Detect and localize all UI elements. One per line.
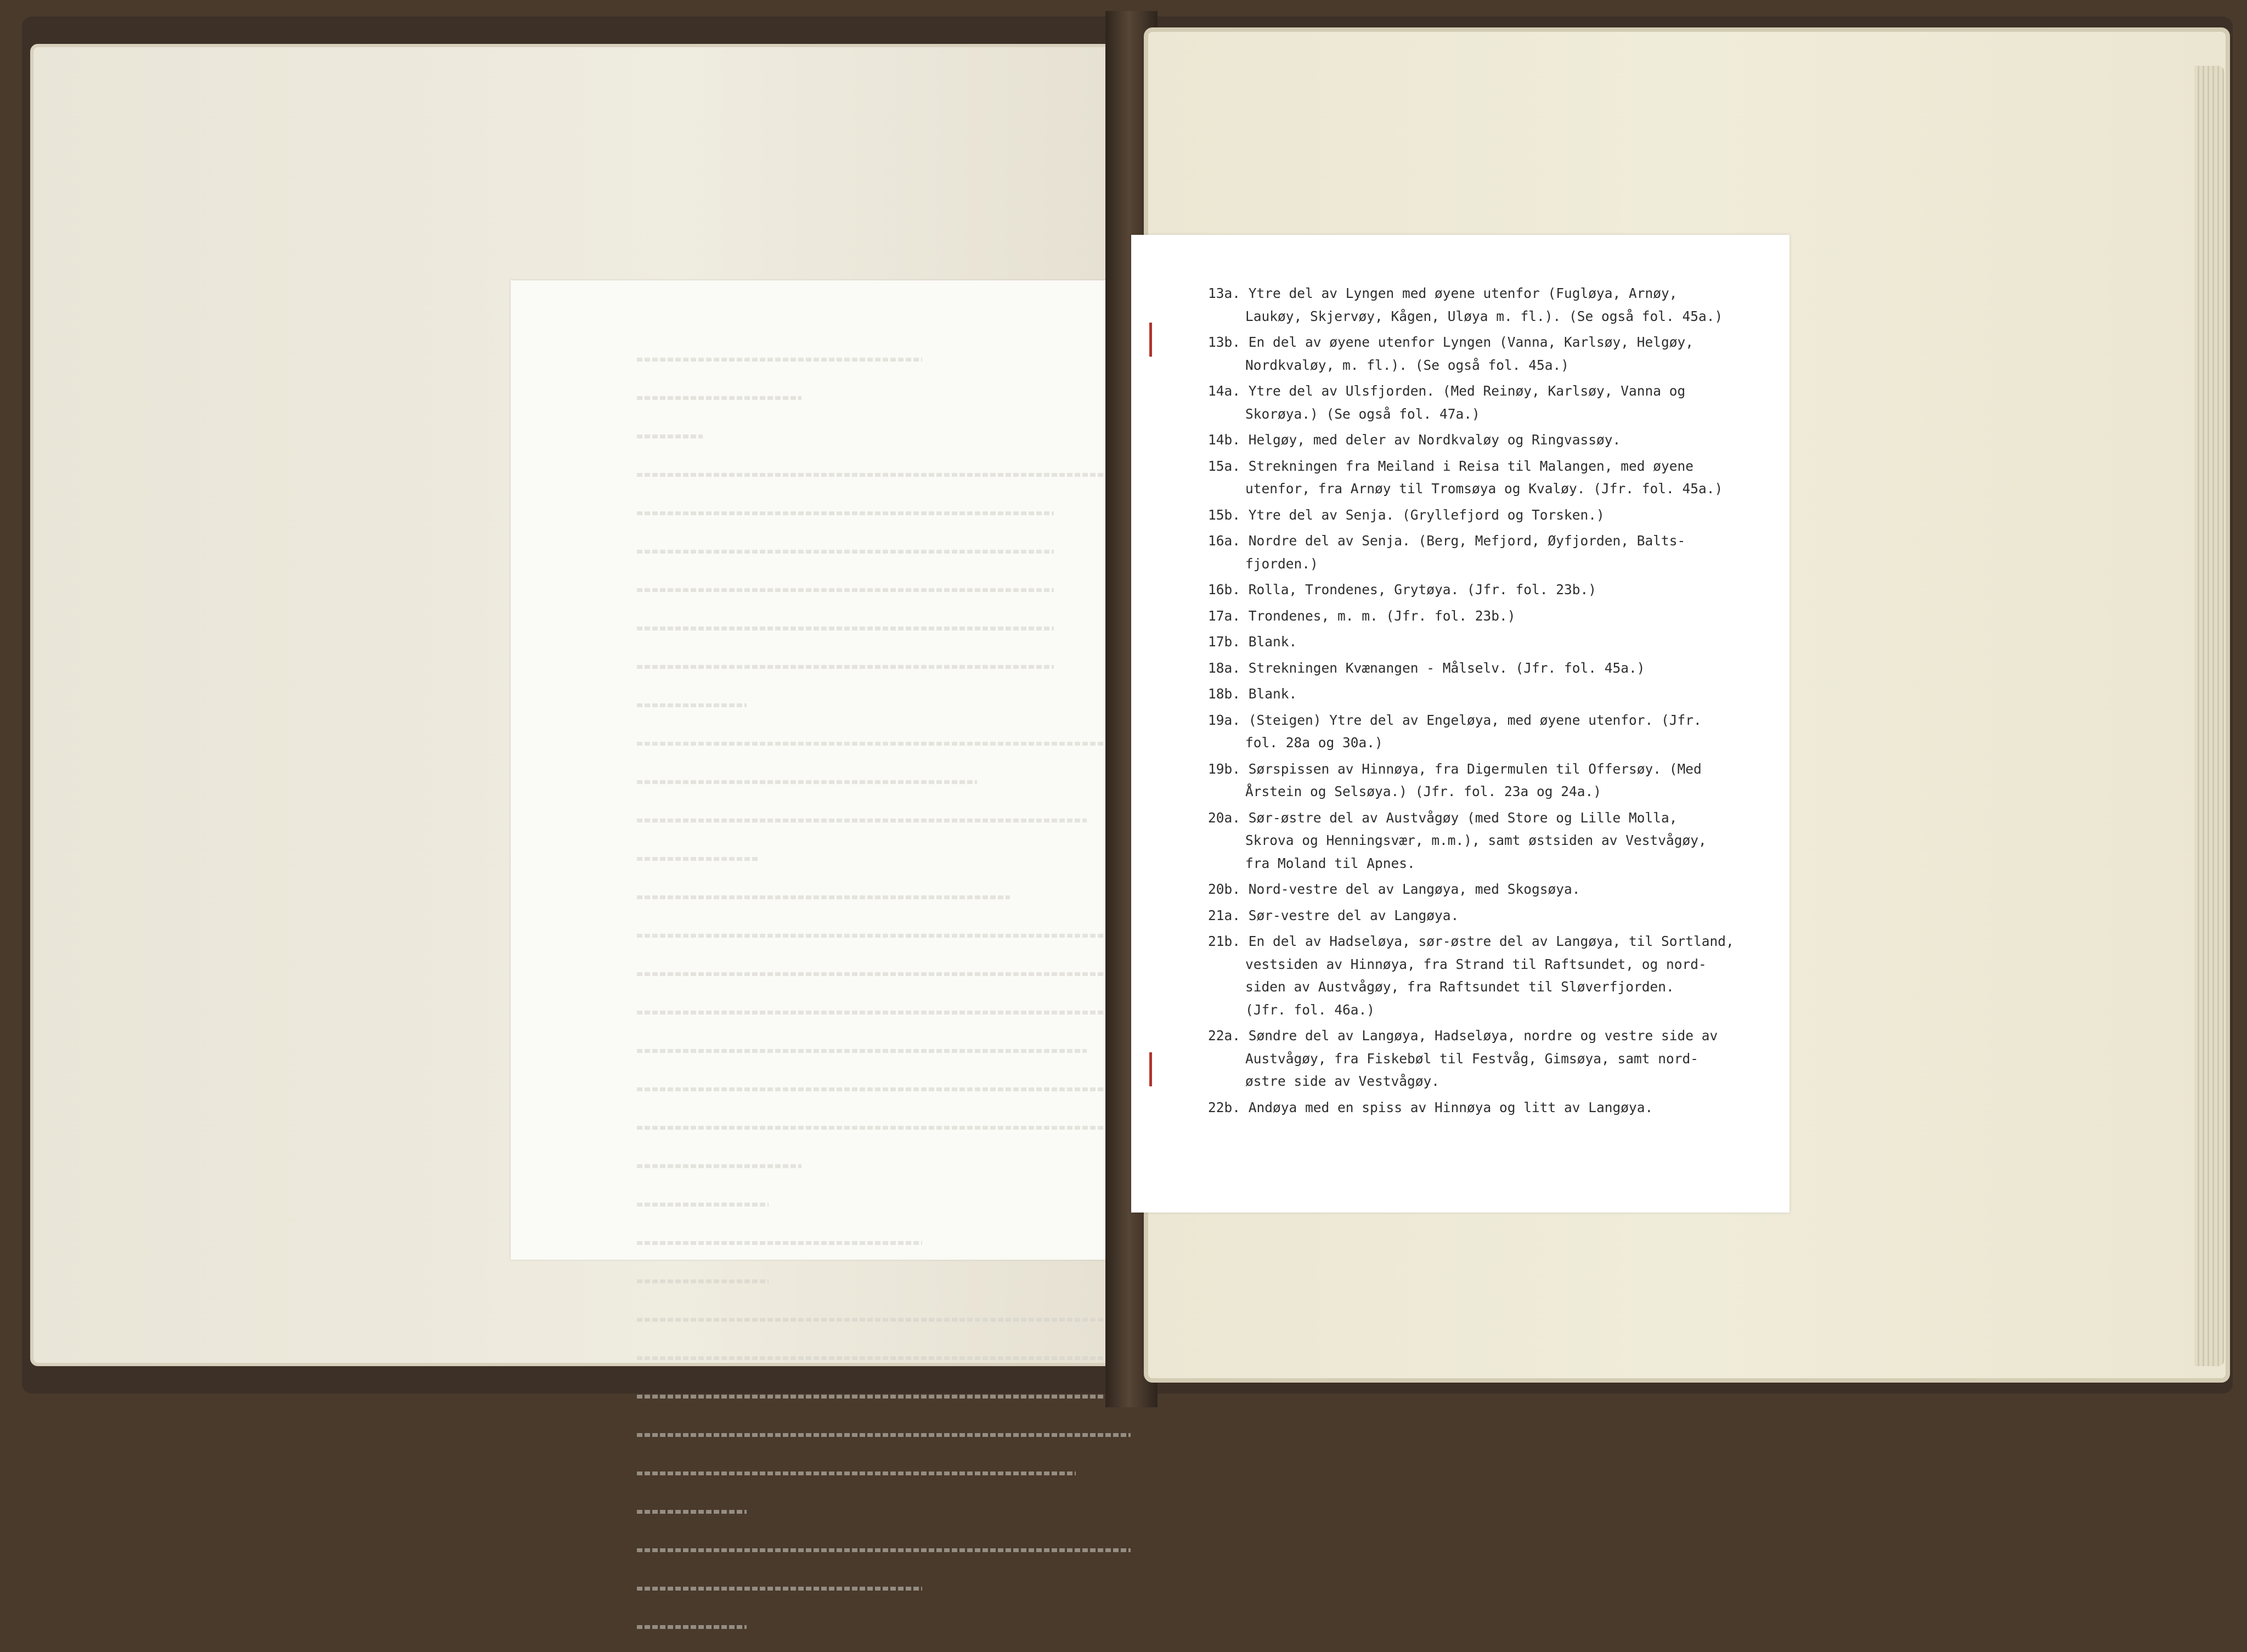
- index-entry: [1208, 282, 1784, 328]
- index-entry: [1208, 380, 1784, 425]
- red-margin-mark-bottom: [1149, 1052, 1152, 1086]
- entry-code: 14b.: [1208, 432, 1241, 448]
- entry-first-line: [1208, 578, 1784, 601]
- entry-first-line: [1208, 878, 1784, 901]
- index-entry: [1208, 630, 1784, 653]
- entry-continuation-line: vestsiden av Hinnøya, fra Strand til Raftsundet, og nord-: [1245, 956, 1707, 972]
- faded-line: [637, 1203, 1131, 1230]
- entry-first-line: [1208, 758, 1784, 781]
- entry-first-line: [1208, 709, 1784, 732]
- faded-line: [637, 895, 1131, 922]
- entry-continuation-line: fol. 28a og 30a.): [1245, 735, 1383, 751]
- entry-first-line: [1208, 1096, 1784, 1119]
- entry-first-line: [1208, 605, 1784, 628]
- entry-continuation-line: siden av Austvågøy, fra Raftsundet til Sløverfjorden.: [1245, 979, 1674, 995]
- entry-code: 14a.: [1208, 383, 1241, 399]
- entry-code: 19a.: [1208, 712, 1241, 728]
- right-inserted-sheet: [1131, 235, 1789, 1213]
- faded-line: [637, 703, 1131, 730]
- faded-show-through-text: [637, 346, 1131, 1652]
- entry-continuation-line: Austvågøy, fra Fiskebøl til Festvåg, Gimsøya, samt nord-: [1245, 1050, 1699, 1067]
- faded-line: [637, 1433, 1131, 1460]
- entry-first-line: [1208, 331, 1784, 354]
- index-entry: [1208, 878, 1784, 901]
- faded-line: [637, 396, 1131, 423]
- faded-line: [637, 511, 1131, 538]
- entry-text: Ytre del av Ulsfjorden. (Med Reinøy, Karlsøy, Vanna og: [1240, 383, 1686, 399]
- entry-text: Nord-vestre del av Langøya, med Skogsøya.: [1240, 881, 1580, 897]
- entry-first-line: [1208, 282, 1784, 305]
- page-edges: [2194, 66, 2225, 1366]
- index-entry: [1208, 331, 1784, 376]
- faded-line: [637, 819, 1131, 845]
- entry-code: 21a.: [1208, 907, 1241, 923]
- entry-text: En del av Hadseløya, sør-østre del av Langøya, til Sortland,: [1240, 933, 1734, 949]
- faded-line: [637, 1087, 1131, 1114]
- entry-text: Ytre del av Lyngen med øyene utenfor (Fugløya, Arnøy,: [1240, 285, 1678, 301]
- entry-code: 19b.: [1208, 760, 1241, 777]
- faded-line: [637, 1625, 1131, 1652]
- faded-line: [637, 1587, 1131, 1614]
- entry-code: 20a.: [1208, 809, 1241, 826]
- entry-first-line: [1208, 504, 1784, 527]
- faded-line: [637, 473, 1131, 500]
- entry-continuation-line: Årstein og Selsøya.) (Jfr. fol. 23a og 24a.): [1245, 783, 1602, 799]
- entry-first-line: [1208, 683, 1784, 706]
- entry-continuation-line: Skrova og Henningsvær, m.m.), samt østsiden av Vestvågøy,: [1245, 832, 1707, 848]
- faded-line: [637, 1471, 1131, 1498]
- entry-text: Sørspissen av Hinnøya, fra Digermulen til Offersøy. (Med: [1240, 760, 1702, 777]
- faded-line: [637, 627, 1131, 653]
- entry-continuation-line: (Jfr. fol. 46a.): [1245, 1001, 1375, 1018]
- entry-text: Rolla, Trondenes, Grytøya. (Jfr. fol. 23b.): [1240, 582, 1597, 597]
- red-margin-mark-top: [1149, 323, 1152, 357]
- faded-line: [637, 1126, 1131, 1153]
- entry-text: Helgøy, med deler av Nordkvaløy og Ringvassøy.: [1240, 432, 1621, 448]
- faded-line: [637, 1395, 1131, 1422]
- faded-line: [637, 1510, 1131, 1537]
- faded-line: [637, 588, 1131, 615]
- entry-text: Strekningen fra Meiland i Reisa til Malangen, med øyene: [1240, 458, 1694, 474]
- entry-code: 13b.: [1208, 334, 1241, 350]
- entry-text: En del av øyene utenfor Lyngen (Vanna, Karlsøy, Helgøy,: [1240, 334, 1694, 350]
- index-entry: [1208, 455, 1784, 500]
- faded-line: [637, 1279, 1131, 1306]
- index-entry: [1208, 807, 1784, 875]
- entry-text: Andøya med en spiss av Hinnøya og litt av Langøya.: [1240, 1099, 1653, 1115]
- faded-line: [637, 1049, 1131, 1076]
- left-inserted-sheet: [511, 280, 1164, 1260]
- entry-continuation-line: fra Moland til Apnes.: [1245, 855, 1415, 871]
- entry-first-line: [1208, 455, 1784, 478]
- entry-continuation-line: fjorden.): [1245, 555, 1318, 572]
- index-entry: [1208, 529, 1784, 575]
- entry-text: Søndre del av Langøya, Hadseløya, nordre og vestre side av: [1240, 1028, 1718, 1044]
- entry-continuation-line: Skorøya.) (Se også fol. 47a.): [1245, 405, 1480, 422]
- entry-code: 16a.: [1208, 533, 1241, 549]
- entry-code: 15a.: [1208, 458, 1241, 474]
- entry-first-line: [1208, 380, 1784, 403]
- faded-line: [637, 435, 1131, 461]
- index-entry: [1208, 1096, 1784, 1119]
- faded-line: [637, 550, 1131, 577]
- entry-continuation-line: utenfor, fra Arnøy til Tromsøya og Kvaløy. (Jfr. fol. 45a.): [1245, 481, 1723, 497]
- entry-first-line: [1208, 904, 1784, 927]
- index-entry: [1208, 1024, 1784, 1093]
- entry-text: Strekningen Kvænangen - Målselv. (Jfr. fol. 45a.): [1240, 659, 1645, 676]
- entry-first-line: [1208, 630, 1784, 653]
- entry-text: Nordre del av Senja. (Berg, Mefjord, Øyfjorden, Balts-: [1240, 533, 1686, 549]
- entry-text: Blank.: [1240, 686, 1297, 702]
- faded-line: [637, 857, 1131, 884]
- index-entries-list: [1208, 282, 1784, 1122]
- entry-first-line: [1208, 657, 1784, 680]
- faded-line: [637, 1318, 1131, 1345]
- entry-code: 17b.: [1208, 634, 1241, 650]
- entry-code: 22a.: [1208, 1028, 1241, 1044]
- entry-code: 18b.: [1208, 686, 1241, 702]
- entry-text: Sør-vestre del av Langøya.: [1240, 907, 1459, 923]
- entry-first-line: [1208, 807, 1784, 830]
- index-entry: [1208, 578, 1784, 601]
- left-page: [30, 44, 1114, 1366]
- entry-code: 22b.: [1208, 1099, 1241, 1115]
- entry-text: Trondenes, m. m. (Jfr. fol. 23b.): [1240, 607, 1516, 624]
- faded-line: [637, 358, 1131, 385]
- entry-code: 16b.: [1208, 582, 1241, 597]
- entry-first-line: [1208, 930, 1784, 953]
- entry-code: 18a.: [1208, 659, 1241, 676]
- index-entry: [1208, 758, 1784, 803]
- entry-continuation-line: østre side av Vestvågøy.: [1245, 1073, 1440, 1089]
- entry-first-line: [1208, 428, 1784, 452]
- index-entry: [1208, 657, 1784, 680]
- entry-continuation-line: Laukøy, Skjervøy, Kågen, Uløya m. fl.). (Se også fol. 45a.): [1245, 308, 1723, 324]
- entry-first-line: [1208, 529, 1784, 552]
- index-entry: [1208, 930, 1784, 1021]
- faded-line: [637, 1241, 1131, 1268]
- faded-line: [637, 742, 1131, 769]
- entry-text: (Steigen) Ytre del av Engeløya, med øyene utenfor. (Jfr.: [1240, 712, 1702, 728]
- entry-code: 13a.: [1208, 285, 1241, 301]
- index-entry: [1208, 683, 1784, 706]
- faded-line: [637, 1356, 1131, 1383]
- faded-line: [637, 665, 1131, 692]
- faded-line: [637, 972, 1131, 999]
- faded-line: [637, 1548, 1131, 1575]
- faded-line: [637, 934, 1131, 961]
- faded-line: [637, 780, 1131, 807]
- faded-line: [637, 1164, 1131, 1191]
- entry-code: 17a.: [1208, 607, 1241, 624]
- index-entry: [1208, 428, 1784, 452]
- entry-text: Sør-østre del av Austvågøy (med Store og Lille Molla,: [1240, 809, 1678, 826]
- entry-code: 21b.: [1208, 933, 1241, 949]
- entry-text: Blank.: [1240, 634, 1297, 650]
- entry-text: Ytre del av Senja. (Gryllefjord og Torsken.): [1240, 506, 1605, 523]
- entry-code: 20b.: [1208, 881, 1241, 897]
- index-entry: [1208, 904, 1784, 927]
- index-entry: [1208, 605, 1784, 628]
- entry-code: 15b.: [1208, 506, 1241, 523]
- entry-first-line: [1208, 1024, 1784, 1047]
- index-entry: [1208, 504, 1784, 527]
- entry-continuation-line: Nordkvaløy, m. fl.). (Se også fol. 45a.): [1245, 357, 1569, 373]
- index-entry: [1208, 709, 1784, 754]
- faded-line: [637, 1011, 1131, 1038]
